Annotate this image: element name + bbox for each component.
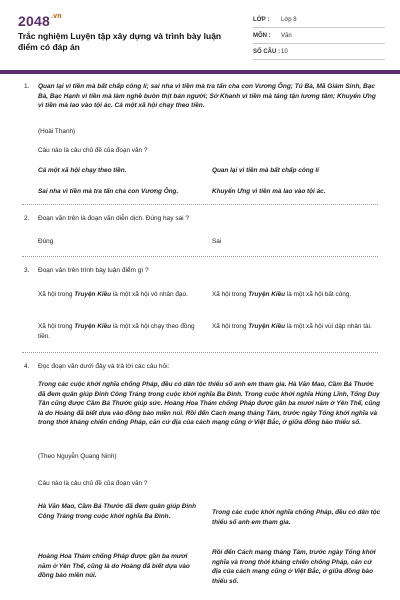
meta-table — [253, 12, 385, 60]
question-number: 3. — [24, 267, 30, 274]
meta-row-class — [253, 12, 385, 28]
option-b[interactable] — [212, 290, 377, 300]
divider — [22, 204, 378, 205]
meta-label: MÔN : — [253, 32, 271, 39]
question-passage: Trong các cuộc khởi nghĩa chống Pháp, đều có dân tộc thiểu số anh em tham gia. Hà Văn Mao, Cầm Bá Thước đã đem quân giúp Đinh Công Tráng trong cuộc khởi nghĩa Ba Đình. Trong cuộc khởi nghĩa Hùng Lĩnh, Tống Duy Tân cũng được Cầm Bá Thước giúp sức. Hoàng Hoa Thám chống Pháp được gần ba mươi năm ở Yên Thế, cũng là do Hoàng đã biết dựa vào đồng bào miền núi. Rồi đến Cách mạng tháng Tám, trước ngày Tổng khởi nghĩa và trong thời kháng chiến chống Pháp, căn cứ địa của cách mạng cũng ở Việt Bắc, ở giữa đồng bào thiểu số. — [38, 381, 381, 426]
option-emphasis: Truyện Kiều — [248, 291, 286, 298]
meta-value: Văn — [281, 32, 292, 39]
meta-label: SỐ CÂU : — [253, 48, 280, 55]
question-prompt: Đoạn văn trên trình bày luận điểm gì ? — [38, 267, 149, 274]
option-text: là một xã hội chạy theo đồng tiền. — [38, 323, 195, 340]
option-d[interactable]: Rồi đến Cách mạng tháng Tám, trước ngày Tổng khởi nghĩa và trong thời kháng chiến chống Pháp, căn cứ địa của cách mạng cũng ở Việt Bắc, ở giữa đồng bào thiểu số. — [212, 549, 376, 585]
meta-value: Lớp 8 — [281, 16, 297, 23]
divider — [22, 256, 378, 257]
meta-label: LỚP : — [253, 16, 270, 23]
option-d[interactable]: Khuyển Ưng vì tiền mà lao vào tội ác. — [212, 188, 326, 195]
logo-text: 2048 — [18, 13, 50, 29]
document-title: Trắc nghiệm Luyện tập xây dựng và trình bày luận điểm có đáp án — [18, 31, 222, 52]
question-number: 1. — [24, 83, 30, 90]
option-c[interactable] — [38, 322, 198, 341]
option-text: Xã hội trong — [212, 323, 249, 330]
option-text: Xã hội trong — [212, 291, 249, 298]
option-b[interactable]: Trong các cuộc khởi nghĩa chống Pháp, đều có dân tộc thiểu số anh em tham gia. — [212, 509, 381, 526]
question-source: (Theo Nguyễn Quang Ninh) — [38, 453, 117, 460]
option-text: là một xã hội vùi dập nhân tài. — [285, 323, 372, 330]
option-emphasis: Truyện Kiều — [248, 323, 286, 330]
option-a[interactable] — [38, 290, 198, 300]
option-b[interactable]: Quan lại vì tiền mà bất chấp công lí — [212, 167, 319, 174]
question-list — [0, 74, 400, 600]
logo-ext: .vn — [50, 13, 62, 20]
question-number: 4. — [24, 363, 30, 370]
site-logo[interactable] — [18, 13, 62, 29]
question-prompt: Câu nào là câu chủ đề của đoạn văn ? — [38, 480, 148, 487]
option-b[interactable]: Sai — [212, 238, 222, 245]
question-passage: Quan lại vì tiền mà bất chấp công lí; sai nha vì tiền mà tra tấn cha con Vương Ông; Tú Bà, Mã Giám Sinh, Bạc Bà, Bạc Hạnh vì tiền mà làm nghề buôn thịt bán người; Sở Khanh vì tiền mà táng tận lương tâm; Khuyển Ưng vì tiền mà lao vào tội ác. Cả một xã hội chạy theo tiền. — [38, 83, 376, 109]
option-text: là một xã hội bất công. — [285, 291, 352, 298]
option-emphasis: Truyện Kiều — [74, 291, 112, 298]
option-c[interactable]: Sai nha vì tiền mà tra tấn cha con Vương Ông. — [38, 188, 179, 195]
meta-row-subject — [253, 28, 385, 44]
option-a[interactable]: Đúng — [38, 238, 54, 245]
option-c[interactable]: Hoàng Hoa Thám chống Pháp được gần ba mươi năm ở Yên Thế, cũng là do Hoàng đã biết dựa vào đồng bào miền núi. — [38, 553, 190, 579]
option-d[interactable] — [212, 322, 377, 332]
header — [0, 0, 400, 78]
divider — [22, 352, 378, 353]
question-prompt: Đoạn văn trên là đoạn văn diễn dịch. Đúng hay sai ? — [38, 215, 190, 222]
question-number: 2. — [24, 215, 30, 222]
meta-row-count — [253, 44, 385, 60]
option-emphasis: Truyện Kiều — [74, 323, 112, 330]
option-text: Xã hội trong — [38, 323, 75, 330]
question-prompt: Câu nào là câu chủ đề của đoạn văn ? — [38, 147, 148, 154]
option-text: Xã hội trong — [38, 291, 75, 298]
option-a[interactable]: Cả một xã hội chạy theo tiền. — [38, 167, 127, 174]
option-text: là một xã hội vô nhân đạo. — [111, 291, 188, 298]
option-a[interactable]: Hà Văn Mao, Cầm Bá Thước đã đem quân giúp Đinh Công Tráng trong cuộc khởi nghĩa Ba Đình. — [38, 503, 196, 520]
meta-value: 10 — [281, 48, 288, 55]
question-source: (Hoài Thanh) — [38, 128, 76, 135]
question-intro: Đọc đoạn văn dưới đây và trả lời các câu hỏi: — [38, 363, 170, 370]
